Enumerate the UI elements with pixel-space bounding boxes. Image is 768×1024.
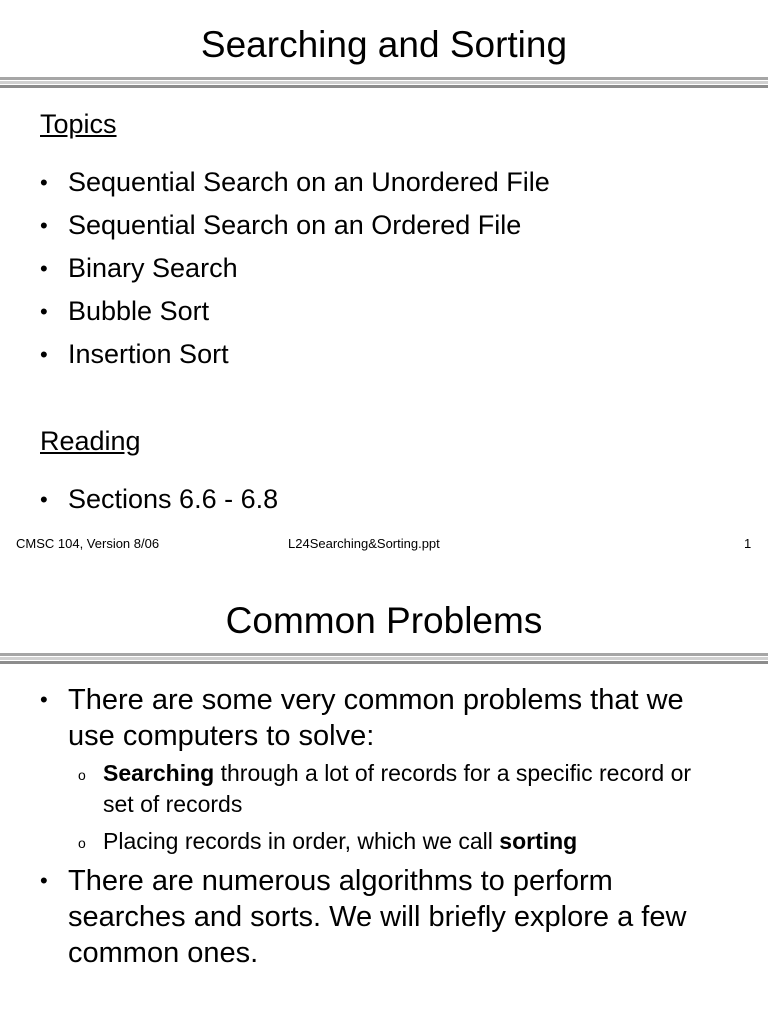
footer-filename: L24Searching&Sorting.ppt xyxy=(288,536,440,551)
topic-label: Sequential Search on an Unordered File xyxy=(68,167,550,197)
bullet-icon: • xyxy=(40,487,48,512)
bullet-icon: • xyxy=(40,687,48,712)
reading-heading: Reading xyxy=(40,426,141,456)
sub-list-item xyxy=(68,826,720,857)
list-item xyxy=(40,333,720,376)
title-divider xyxy=(0,653,768,665)
emphasis-searching: Searching xyxy=(103,760,215,786)
footer-course: CMSC 104, Version 8/06 xyxy=(16,536,160,551)
circle-bullet-icon: o xyxy=(78,835,86,851)
topics-list xyxy=(40,161,720,376)
list-item xyxy=(40,161,720,204)
list-item xyxy=(40,247,720,290)
bullet-icon: • xyxy=(40,868,48,893)
sub-list-item xyxy=(68,758,720,820)
sub-bullet-text: Placing records in order, which we call xyxy=(103,828,500,854)
emphasis-sorting: sorting xyxy=(499,828,578,854)
sub-bullet-text: through a lot of records for a specific record or set of records xyxy=(103,760,692,817)
reading-list xyxy=(40,478,720,521)
topic-label: Sequential Search on an Ordered File xyxy=(68,210,522,240)
bullet-icon: • xyxy=(40,170,48,195)
slide-2 xyxy=(0,576,768,1024)
list-item xyxy=(40,478,720,521)
reading-label: Sections 6.6 - 6.8 xyxy=(68,484,279,514)
topics-heading: Topics xyxy=(40,109,117,139)
footer-page-number: 1 xyxy=(744,536,752,551)
topic-label: Insertion Sort xyxy=(68,339,229,369)
topic-label: Binary Search xyxy=(68,253,238,283)
bullet-icon: • xyxy=(40,256,48,281)
circle-bullet-icon: o xyxy=(78,767,86,783)
list-item xyxy=(40,290,720,333)
slide-1-title: Searching and Sorting xyxy=(200,24,568,65)
title-divider xyxy=(0,77,768,89)
bullet-icon: • xyxy=(40,342,48,367)
list-item xyxy=(40,204,720,247)
problems-list xyxy=(40,682,720,971)
bullet-text: There are some very common problems that we use computers to solve: xyxy=(68,684,684,752)
list-item xyxy=(40,682,720,857)
sub-list xyxy=(68,758,720,857)
bullet-icon: • xyxy=(40,213,48,238)
bullet-text: There are numerous algorithms to perform searches and sorts. We will briefly explore a few common ones. xyxy=(68,865,687,969)
list-item xyxy=(40,863,720,971)
bullet-icon: • xyxy=(40,299,48,324)
topic-label: Bubble Sort xyxy=(68,296,210,326)
slide-2-title: Common Problems xyxy=(225,600,543,641)
